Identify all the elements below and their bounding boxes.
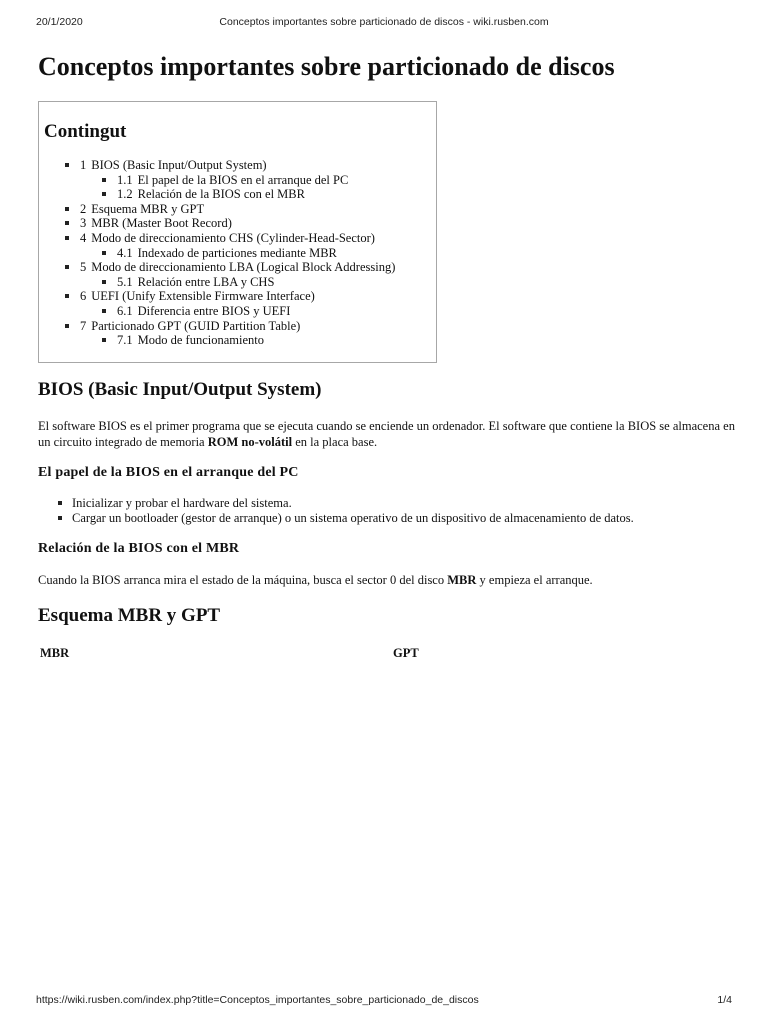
toc-subitem[interactable] [102, 275, 436, 290]
table-of-contents [38, 101, 437, 363]
gpt-column-label: GPT [393, 645, 419, 660]
toc-number: 1.1 [117, 172, 133, 187]
page-number: 1/4 [717, 994, 732, 1006]
section-heading-esquema: Esquema MBR y GPT [38, 604, 221, 626]
toc-item[interactable] [65, 202, 436, 217]
toc-item[interactable] [65, 216, 436, 231]
toc-number: 5 [80, 260, 87, 275]
toc-sublist [80, 333, 436, 348]
toc-number: 1 [80, 158, 87, 172]
toc-number: 3 [80, 216, 87, 231]
toc-link[interactable]: Relación entre LBA y CHS [137, 274, 275, 289]
relacion-text-bold: MBR [447, 572, 477, 587]
toc-link[interactable]: MBR (Master Boot Record) [91, 216, 232, 231]
print-header [36, 16, 732, 30]
toc-number: 7.1 [117, 333, 133, 348]
toc-link[interactable]: Relación de la BIOS con el MBR [137, 187, 305, 202]
toc-heading: Contingut [44, 121, 127, 142]
toc-link[interactable]: UEFI (Unify Extensible Firmware Interface) [91, 289, 315, 304]
toc-link[interactable]: BIOS (Basic Input/Output System) [91, 158, 267, 172]
toc-sublist [80, 275, 436, 290]
toc-subitem[interactable] [102, 246, 436, 261]
toc-link[interactable]: Modo de direccionamiento CHS (Cylinder-Head-Sector) [91, 230, 375, 245]
section-heading-papel: El papel de la BIOS en el arranque del PC [38, 464, 299, 480]
list-item: Inicializar y probar el hardware del sistema. [58, 496, 738, 511]
list-item: Cargar un bootloader (gestor de arranque) o un sistema operativo de un dispositivo de almacenamiento de datos. [58, 511, 738, 526]
print-footer [36, 994, 732, 1008]
toc-sublist [80, 304, 436, 319]
toc-item[interactable] [65, 158, 436, 202]
toc-link[interactable]: Indexado de particiones mediante MBR [137, 245, 337, 260]
print-title: Conceptos importantes sobre particionado de discos - wiki.rusben.com [219, 16, 549, 28]
relacion-text-part-2: y empieza el arranque. [476, 572, 593, 587]
papel-list [38, 496, 738, 526]
relacion-text-part-1: Cuando la BIOS arranca mira el estado de la máquina, busca el sector 0 del disco [38, 572, 448, 587]
toc-number: 1.2 [117, 187, 133, 202]
bios-text-part-2: en la placa base. [292, 434, 378, 449]
toc-link[interactable]: Diferencia entre BIOS y UEFI [137, 303, 291, 318]
toc-item[interactable] [65, 289, 436, 318]
page-title: Conceptos importantes sobre particionado de discos [38, 52, 615, 81]
mbr-column-label: MBR [40, 645, 70, 660]
toc-sublist [80, 246, 436, 261]
relacion-paragraph [38, 572, 738, 588]
toc-link[interactable]: Modo de funcionamiento [137, 333, 264, 348]
toc-number: 4.1 [117, 245, 133, 260]
bios-text-part-1: El software BIOS es el primer programa que se ejecuta cuando se enciende un ordenador. El software que contiene la BIOS se almacena en un circuito integrado de memoria [38, 418, 735, 449]
section-heading-relacion: Relación de la BIOS con el MBR [38, 540, 240, 556]
toc-number: 2 [80, 201, 87, 216]
print-date: 20/1/2020 [36, 16, 83, 28]
bios-paragraph [38, 418, 738, 450]
toc-subitem[interactable] [102, 173, 436, 188]
toc-subitem[interactable] [102, 304, 436, 319]
toc-link[interactable]: Particionado GPT (GUID Partition Table) [91, 318, 301, 333]
toc-subitem[interactable] [102, 187, 436, 202]
toc-number: 5.1 [117, 274, 133, 289]
print-url: https://wiki.rusben.com/index.php?title=Conceptos_importantes_sobre_particionado_de_discos [36, 994, 479, 1006]
toc-list [44, 158, 436, 348]
toc-number: 6.1 [117, 303, 133, 318]
toc-link[interactable]: Modo de direccionamiento LBA (Logical Block Addressing) [91, 260, 396, 275]
toc-link[interactable]: Esquema MBR y GPT [91, 201, 205, 216]
toc-link[interactable]: El papel de la BIOS en el arranque del PC [137, 172, 349, 187]
toc-item[interactable] [65, 319, 436, 348]
bios-text-bold: ROM no-volátil [207, 434, 293, 449]
toc-subitem[interactable] [102, 333, 436, 348]
toc-sublist [80, 173, 436, 202]
toc-number: 4 [80, 230, 87, 245]
toc-item[interactable] [65, 231, 436, 260]
toc-number: 6 [80, 289, 87, 304]
toc-item[interactable] [65, 260, 436, 289]
article-content [38, 50, 738, 666]
section-heading-bios: BIOS (Basic Input/Output System) [38, 378, 322, 400]
toc-number: 7 [80, 318, 87, 333]
schema-columns [38, 646, 738, 666]
